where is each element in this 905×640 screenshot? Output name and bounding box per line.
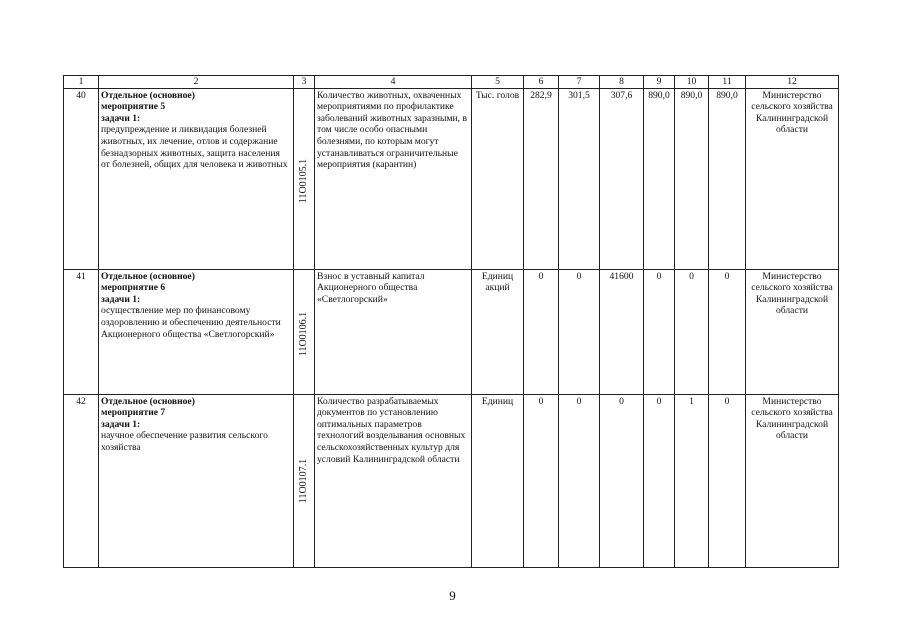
value-cell: 0: [559, 394, 600, 567]
page-number: 9: [449, 588, 456, 603]
value-cell: 890,0: [675, 88, 709, 269]
value-cell: 0: [675, 269, 709, 394]
unit-cell: Тыс. голов: [472, 88, 524, 269]
measure-description: научное обеспечение развития сельского хозяйства: [101, 430, 268, 453]
header-cell: 10: [675, 76, 709, 89]
measure-title-line: Отдельное (основное): [101, 395, 195, 407]
header-cell: 5: [472, 76, 524, 89]
value-cell: 0: [709, 269, 746, 394]
budget-code: 11О0106.1: [298, 311, 310, 356]
value-cell: 301,5: [559, 88, 600, 269]
budget-code-cell: [294, 88, 315, 269]
value-cell: 890,0: [709, 88, 746, 269]
measure-description: осуществление мер по финансовому оздоровлению и обеспечению деятельности Акционерного общества «Светлогорский»: [101, 305, 281, 340]
measure-description: предупреждение и ликвидация болезней животных, их лечение, отлов и содержание безнадзорных животных, защита населения от болезней, общих для человека и животных: [101, 124, 288, 171]
header-cell: 9: [644, 76, 675, 89]
indicator-cell: Количество разрабатываемых документов по установлению оптимальных параметров технологий возделывания основных сельскохозяйственных культур для условий Калининградской области: [315, 394, 472, 567]
measure-title-line: Отдельное (основное): [101, 89, 195, 101]
value-cell: 0: [524, 394, 559, 567]
measure-title-line: задачи 1:: [101, 418, 141, 430]
header-cell: 3: [294, 76, 315, 89]
value-cell: 0: [644, 269, 675, 394]
measure-title-line: мероприятие 5: [101, 101, 166, 113]
header-cell: 8: [600, 76, 644, 89]
value-cell: 41600: [600, 269, 644, 394]
measure-title-line: задачи 1:: [101, 293, 141, 305]
measure-title-line: задачи 1:: [101, 112, 141, 124]
value-cell: 0: [600, 394, 644, 567]
budget-code: 11О0107.1: [298, 458, 310, 503]
value-cell: 0: [524, 269, 559, 394]
row-number: 42: [64, 394, 99, 567]
header-row: [64, 76, 839, 89]
measure-name-cell: [99, 394, 294, 567]
value-cell: 0: [559, 269, 600, 394]
header-cell: 11: [709, 76, 746, 89]
budget-code-cell: [294, 269, 315, 394]
header-cell: 6: [524, 76, 559, 89]
program-table: [63, 75, 839, 568]
header-cell: 2: [99, 76, 294, 89]
header-cell: 1: [64, 76, 99, 89]
value-cell: 307,6: [600, 88, 644, 269]
executor-cell: Министерство сельского хозяйства Калининградской области: [746, 269, 839, 394]
header-cell: 12: [746, 76, 839, 89]
row-number: 40: [64, 88, 99, 269]
table-row: [64, 394, 839, 567]
indicator-cell: Количество животных, охваченных мероприятиями по профилактике заболеваний животных заразными, в том числе особо опасными болезнями, по которым могут устанавливаться ограничительные мероприятия (карантин): [315, 88, 472, 269]
value-cell: 282,9: [524, 88, 559, 269]
header-cell: 4: [315, 76, 472, 89]
value-cell: 0: [644, 394, 675, 567]
measure-title-line: мероприятие 7: [101, 407, 166, 419]
executor-cell: Министерство сельского хозяйства Калининградской области: [746, 394, 839, 567]
measure-name-cell: [99, 88, 294, 269]
value-cell: 0: [709, 394, 746, 567]
table-row: [64, 88, 839, 269]
measure-name-cell: [99, 269, 294, 394]
header-cell: 7: [559, 76, 600, 89]
value-cell: 890,0: [644, 88, 675, 269]
row-number: 41: [64, 269, 99, 394]
indicator-cell: Взнос в уставный капитал Акционерного общества «Светлогорский»: [315, 269, 472, 394]
table-row: [64, 269, 839, 394]
value-cell: 1: [675, 394, 709, 567]
unit-cell: Единиц: [472, 394, 524, 567]
measure-title-line: Отдельное (основное): [101, 270, 195, 282]
unit-cell: Единиц акций: [472, 269, 524, 394]
executor-cell: Министерство сельского хозяйства Калининградской области: [746, 88, 839, 269]
budget-code-cell: [294, 394, 315, 567]
measure-title-line: мероприятие 6: [101, 282, 166, 294]
budget-code: 11О0105.1: [298, 158, 310, 203]
